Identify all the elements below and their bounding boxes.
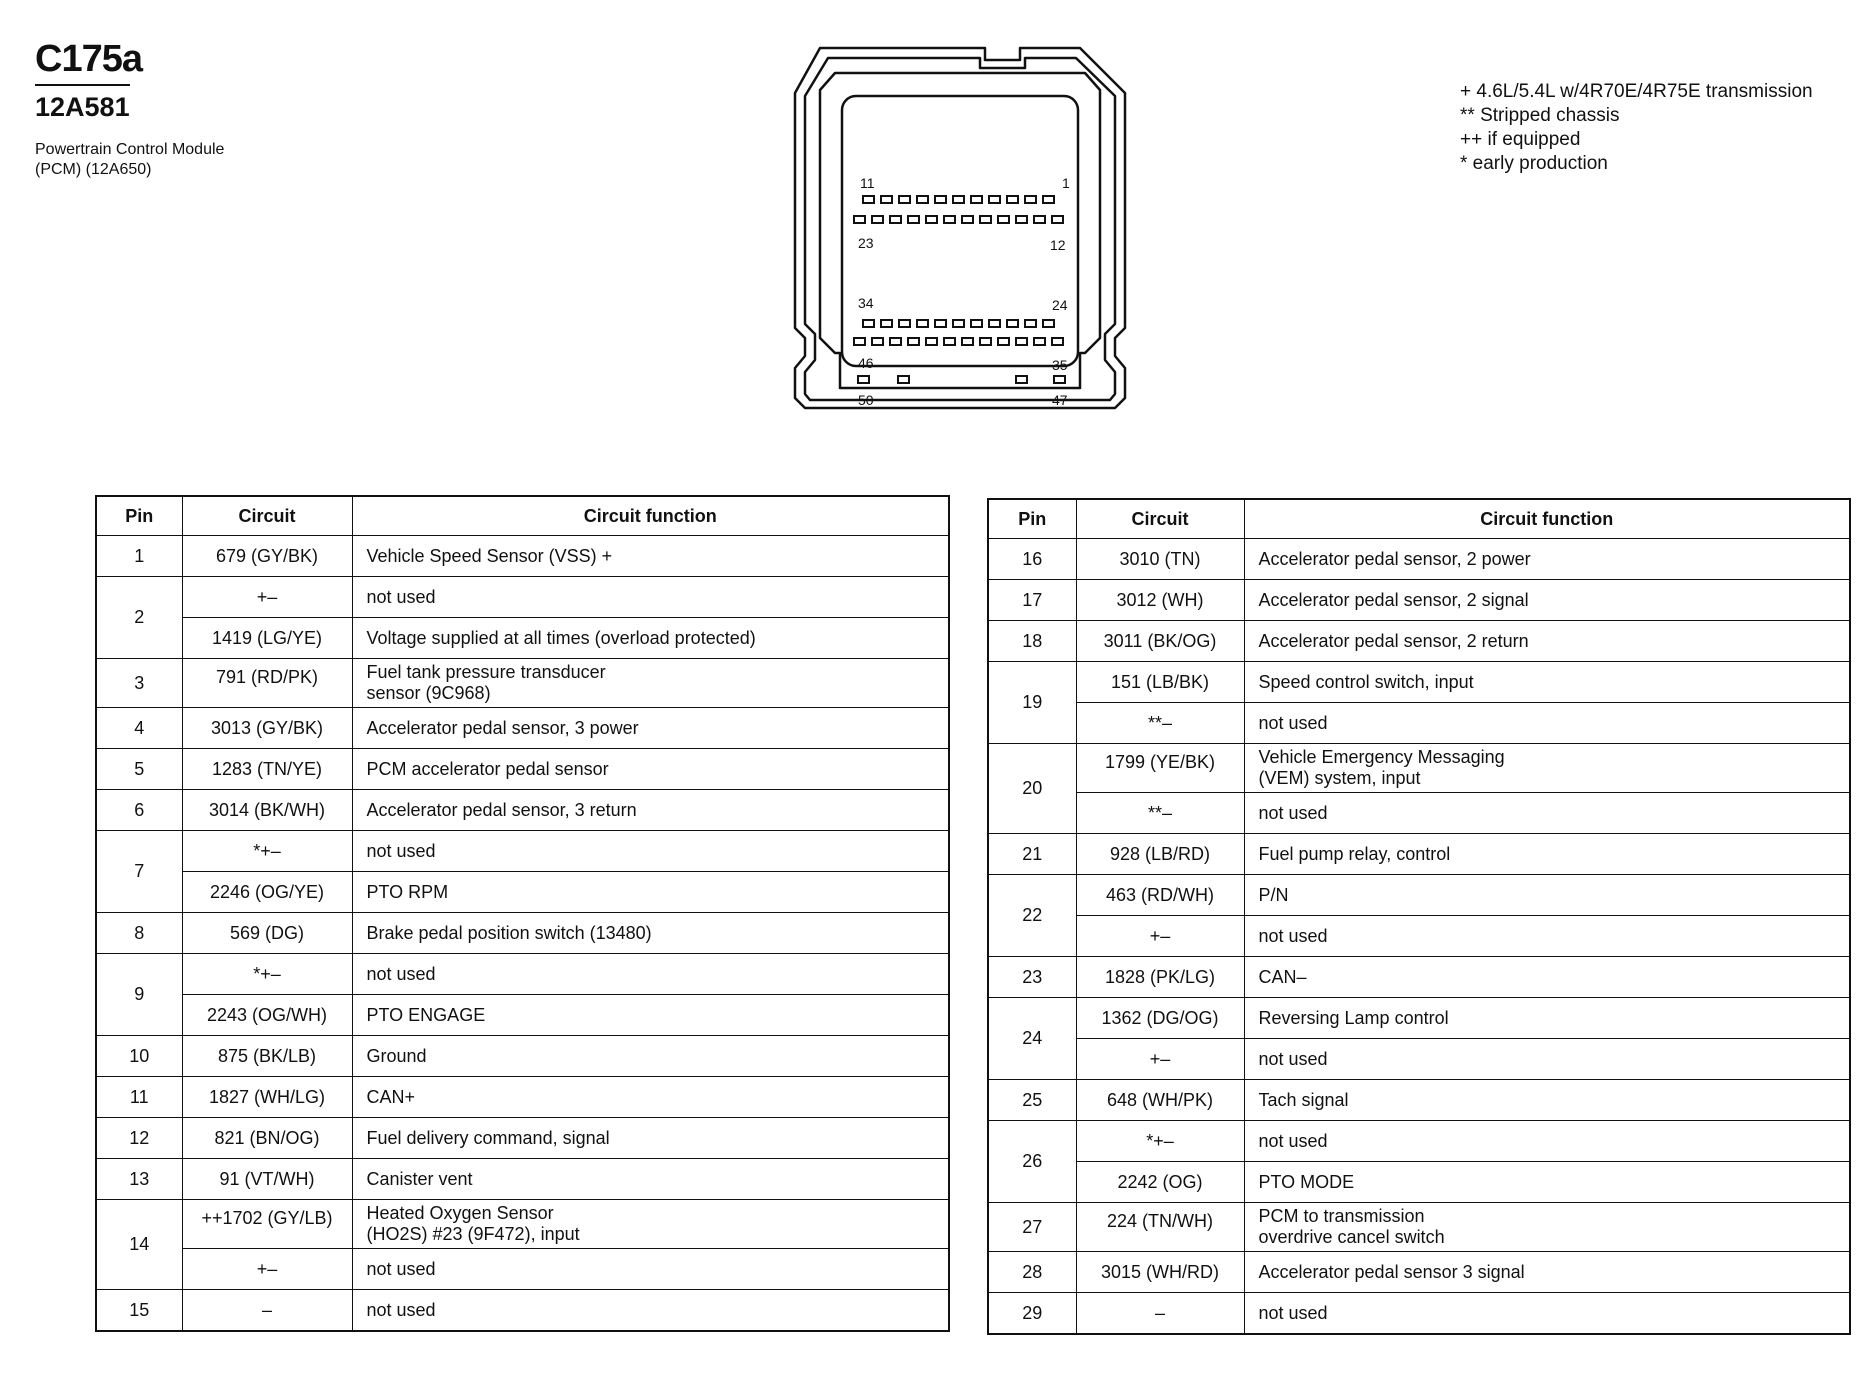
circuit-cell: 91 (VT/WH) — [182, 1159, 352, 1200]
circuit-cell: 3013 (GY/BK) — [182, 708, 352, 749]
function-cell: PTO MODE — [1244, 1162, 1850, 1203]
table-row — [988, 1080, 1850, 1121]
note-item: ++ if equipped — [1460, 129, 1581, 150]
pin-table-left — [95, 495, 950, 1332]
circuit-cell: **– — [1076, 703, 1244, 744]
circuit-cell: 648 (WH/PK) — [1076, 1080, 1244, 1121]
table-header-row — [96, 496, 949, 536]
table-row — [96, 1200, 949, 1249]
pin-number: 1 — [96, 536, 182, 577]
table-row — [96, 1249, 949, 1290]
pin-label-1: 1 — [1062, 175, 1070, 191]
pin-number: 4 — [96, 708, 182, 749]
circuit-cell: 3014 (BK/WH) — [182, 790, 352, 831]
table-row — [988, 875, 1850, 916]
table-row — [96, 831, 949, 872]
component-description — [35, 140, 224, 180]
column-header-circuit: Circuit — [1076, 499, 1244, 539]
pin-number: 14 — [96, 1200, 182, 1290]
pin-number: 10 — [96, 1036, 182, 1077]
column-header-function: Circuit function — [1244, 499, 1850, 539]
function-cell — [352, 659, 949, 708]
function-cell: Tach signal — [1244, 1080, 1850, 1121]
table-row — [988, 1203, 1850, 1252]
function-line: Vehicle Emergency Messaging — [1258, 747, 1505, 767]
circuit-cell: 463 (RD/WH) — [1076, 875, 1244, 916]
pin-number: 17 — [988, 580, 1076, 621]
pin-number: 27 — [988, 1203, 1076, 1252]
circuit-cell: +– — [1076, 916, 1244, 957]
function-line: PCM to transmission — [1258, 1206, 1425, 1226]
table-row — [988, 1121, 1850, 1162]
table-header-row — [988, 499, 1850, 539]
table-row — [96, 954, 949, 995]
circuit-cell: 3010 (TN) — [1076, 539, 1244, 580]
pin-number: 20 — [988, 744, 1076, 834]
table-row — [988, 662, 1850, 703]
pin-number: 19 — [988, 662, 1076, 744]
pin-row-46-35 — [854, 338, 1063, 345]
table-row — [988, 539, 1850, 580]
circuit-cell: 151 (LB/BK) — [1076, 662, 1244, 703]
function-line: (VEM) system, input — [1258, 768, 1421, 788]
table-row — [96, 1036, 949, 1077]
circuit-cell: – — [1076, 1293, 1244, 1335]
pin-label-50: 50 — [858, 392, 874, 408]
function-cell — [352, 1200, 949, 1249]
note-item: * early production — [1460, 153, 1608, 174]
function-cell — [1244, 1203, 1850, 1252]
circuit-cell: 569 (DG) — [182, 913, 352, 954]
table-row — [988, 1293, 1850, 1335]
connector-id: C175a — [35, 38, 142, 80]
circuit-cell: 3012 (WH) — [1076, 580, 1244, 621]
circuit-cell: +– — [182, 1249, 352, 1290]
function-cell: CAN– — [1244, 957, 1850, 998]
pin-row-50-47 — [858, 376, 1065, 383]
description-line: (PCM) (12A650) — [35, 161, 152, 178]
function-cell: not used — [1244, 1121, 1850, 1162]
pin-label-24: 24 — [1052, 297, 1068, 313]
table-row — [96, 1290, 949, 1332]
circuit-cell: 1799 (YE/BK) — [1076, 744, 1244, 793]
notes-legend — [1460, 80, 1813, 176]
function-cell: not used — [1244, 916, 1850, 957]
circuit-cell: 224 (TN/WH) — [1076, 1203, 1244, 1252]
function-cell: Accelerator pedal sensor, 2 signal — [1244, 580, 1850, 621]
circuit-cell: 821 (BN/OG) — [182, 1118, 352, 1159]
pin-number: 5 — [96, 749, 182, 790]
function-cell: Vehicle Speed Sensor (VSS) + — [352, 536, 949, 577]
description-line: Powertrain Control Module — [35, 141, 225, 158]
table-row — [96, 577, 949, 618]
circuit-cell: +– — [1076, 1039, 1244, 1080]
pin-number: 2 — [96, 577, 182, 659]
pin-row-23-12 — [854, 216, 1063, 223]
pin-number: 7 — [96, 831, 182, 913]
pin-number: 9 — [96, 954, 182, 1036]
circuit-cell: 1827 (WH/LG) — [182, 1077, 352, 1118]
table-row — [96, 913, 949, 954]
function-cell: not used — [352, 1249, 949, 1290]
function-cell: Accelerator pedal sensor, 2 return — [1244, 621, 1850, 662]
table-row — [988, 703, 1850, 744]
circuit-cell: 3011 (BK/OG) — [1076, 621, 1244, 662]
pin-number: 25 — [988, 1080, 1076, 1121]
circuit-cell: 1828 (PK/LG) — [1076, 957, 1244, 998]
function-cell: Accelerator pedal sensor 3 signal — [1244, 1252, 1850, 1293]
circuit-cell: 1419 (LG/YE) — [182, 618, 352, 659]
table-row — [988, 580, 1850, 621]
function-cell: Canister vent — [352, 1159, 949, 1200]
table-row — [96, 995, 949, 1036]
function-line: (HO2S) #23 (9F472), input — [366, 1224, 580, 1244]
function-cell: Fuel delivery command, signal — [352, 1118, 949, 1159]
table-row — [96, 659, 949, 708]
pin-number: 29 — [988, 1293, 1076, 1335]
function-cell: not used — [1244, 1293, 1850, 1335]
function-cell: Ground — [352, 1036, 949, 1077]
pin-label-12: 12 — [1050, 237, 1066, 253]
function-line: Heated Oxygen Sensor — [366, 1203, 554, 1223]
table-row — [96, 618, 949, 659]
function-line: Fuel tank pressure transducer — [366, 662, 606, 682]
circuit-cell: 1283 (TN/YE) — [182, 749, 352, 790]
column-header-pin: Pin — [988, 499, 1076, 539]
circuit-cell: 2246 (OG/YE) — [182, 872, 352, 913]
circuit-cell: **– — [1076, 793, 1244, 834]
table-row — [988, 1252, 1850, 1293]
circuit-cell: *+– — [182, 831, 352, 872]
table-row — [96, 708, 949, 749]
function-cell: not used — [1244, 703, 1850, 744]
table-row — [988, 957, 1850, 998]
function-cell: Speed control switch, input — [1244, 662, 1850, 703]
function-cell: P/N — [1244, 875, 1850, 916]
table-row — [988, 793, 1850, 834]
pin-number: 6 — [96, 790, 182, 831]
pin-number: 16 — [988, 539, 1076, 580]
part-number: 12A581 — [35, 92, 130, 122]
note-item: + 4.6L/5.4L w/4R70E/4R75E transmission — [1460, 81, 1813, 102]
function-cell: Accelerator pedal sensor, 3 return — [352, 790, 949, 831]
pin-number: 3 — [96, 659, 182, 708]
pin-label-11: 11 — [860, 175, 875, 191]
pin-number: 15 — [96, 1290, 182, 1332]
table-row — [988, 916, 1850, 957]
circuit-cell: 791 (RD/PK) — [182, 659, 352, 708]
circuit-cell: +– — [182, 577, 352, 618]
table-row — [988, 621, 1850, 662]
circuit-cell: 875 (BK/LB) — [182, 1036, 352, 1077]
function-cell: not used — [1244, 1039, 1850, 1080]
function-cell: Reversing Lamp control — [1244, 998, 1850, 1039]
function-cell: not used — [352, 577, 949, 618]
connector-face-diagram — [780, 38, 1140, 418]
circuit-cell: 3015 (WH/RD) — [1076, 1252, 1244, 1293]
circuit-cell: *+– — [1076, 1121, 1244, 1162]
table-row — [988, 998, 1850, 1039]
function-cell: Fuel pump relay, control — [1244, 834, 1850, 875]
function-line: sensor (9C968) — [366, 683, 491, 703]
circuit-cell: 2242 (OG) — [1076, 1162, 1244, 1203]
pin-number: 26 — [988, 1121, 1076, 1203]
circuit-cell: ++1702 (GY/LB) — [182, 1200, 352, 1249]
pin-row-34-24 — [863, 320, 1054, 327]
pin-number: 24 — [988, 998, 1076, 1080]
table-row — [96, 872, 949, 913]
table-row — [988, 1162, 1850, 1203]
pin-number: 11 — [96, 1077, 182, 1118]
pin-label-46: 46 — [858, 355, 874, 371]
table-row — [988, 834, 1850, 875]
pin-number: 28 — [988, 1252, 1076, 1293]
pin-number: 8 — [96, 913, 182, 954]
pin-label-35: 35 — [1052, 357, 1068, 373]
pin-number: 23 — [988, 957, 1076, 998]
column-header-pin: Pin — [96, 496, 182, 536]
function-cell: CAN+ — [352, 1077, 949, 1118]
table-row — [988, 1039, 1850, 1080]
circuit-cell: *+– — [182, 954, 352, 995]
pin-number: 12 — [96, 1118, 182, 1159]
table-row — [96, 749, 949, 790]
pin-table-right — [987, 498, 1851, 1335]
function-cell: not used — [352, 1290, 949, 1332]
circuit-cell: 928 (LB/RD) — [1076, 834, 1244, 875]
function-cell: Voltage supplied at all times (overload protected) — [352, 618, 949, 659]
table-row — [96, 1159, 949, 1200]
table-row — [96, 1077, 949, 1118]
circuit-cell: 2243 (OG/WH) — [182, 995, 352, 1036]
pin-number: 22 — [988, 875, 1076, 957]
function-line: overdrive cancel switch — [1258, 1227, 1445, 1247]
function-cell: not used — [352, 831, 949, 872]
table-row — [96, 790, 949, 831]
title-underline — [35, 84, 130, 86]
circuit-cell: – — [182, 1290, 352, 1332]
function-cell: Brake pedal position switch (13480) — [352, 913, 949, 954]
connector-inner-shell — [805, 58, 1115, 400]
pin-label-47: 47 — [1052, 392, 1068, 408]
pin-number: 18 — [988, 621, 1076, 662]
table-row — [988, 744, 1850, 793]
note-item: ** Stripped chassis — [1460, 105, 1620, 126]
pin-row-11-1 — [863, 196, 1054, 203]
pin-label-23: 23 — [858, 235, 874, 251]
function-cell: Accelerator pedal sensor, 2 power — [1244, 539, 1850, 580]
function-cell: not used — [352, 954, 949, 995]
circuit-cell: 1362 (DG/OG) — [1076, 998, 1244, 1039]
function-cell: PCM accelerator pedal sensor — [352, 749, 949, 790]
circuit-cell: 679 (GY/BK) — [182, 536, 352, 577]
pin-number: 13 — [96, 1159, 182, 1200]
function-cell: not used — [1244, 793, 1850, 834]
function-cell: PTO ENGAGE — [352, 995, 949, 1036]
table-row — [96, 1118, 949, 1159]
pin-label-34: 34 — [858, 295, 874, 311]
function-cell: Accelerator pedal sensor, 3 power — [352, 708, 949, 749]
column-header-circuit: Circuit — [182, 496, 352, 536]
function-cell — [1244, 744, 1850, 793]
table-row — [96, 536, 949, 577]
column-header-function: Circuit function — [352, 496, 949, 536]
pin-number: 21 — [988, 834, 1076, 875]
function-cell: PTO RPM — [352, 872, 949, 913]
